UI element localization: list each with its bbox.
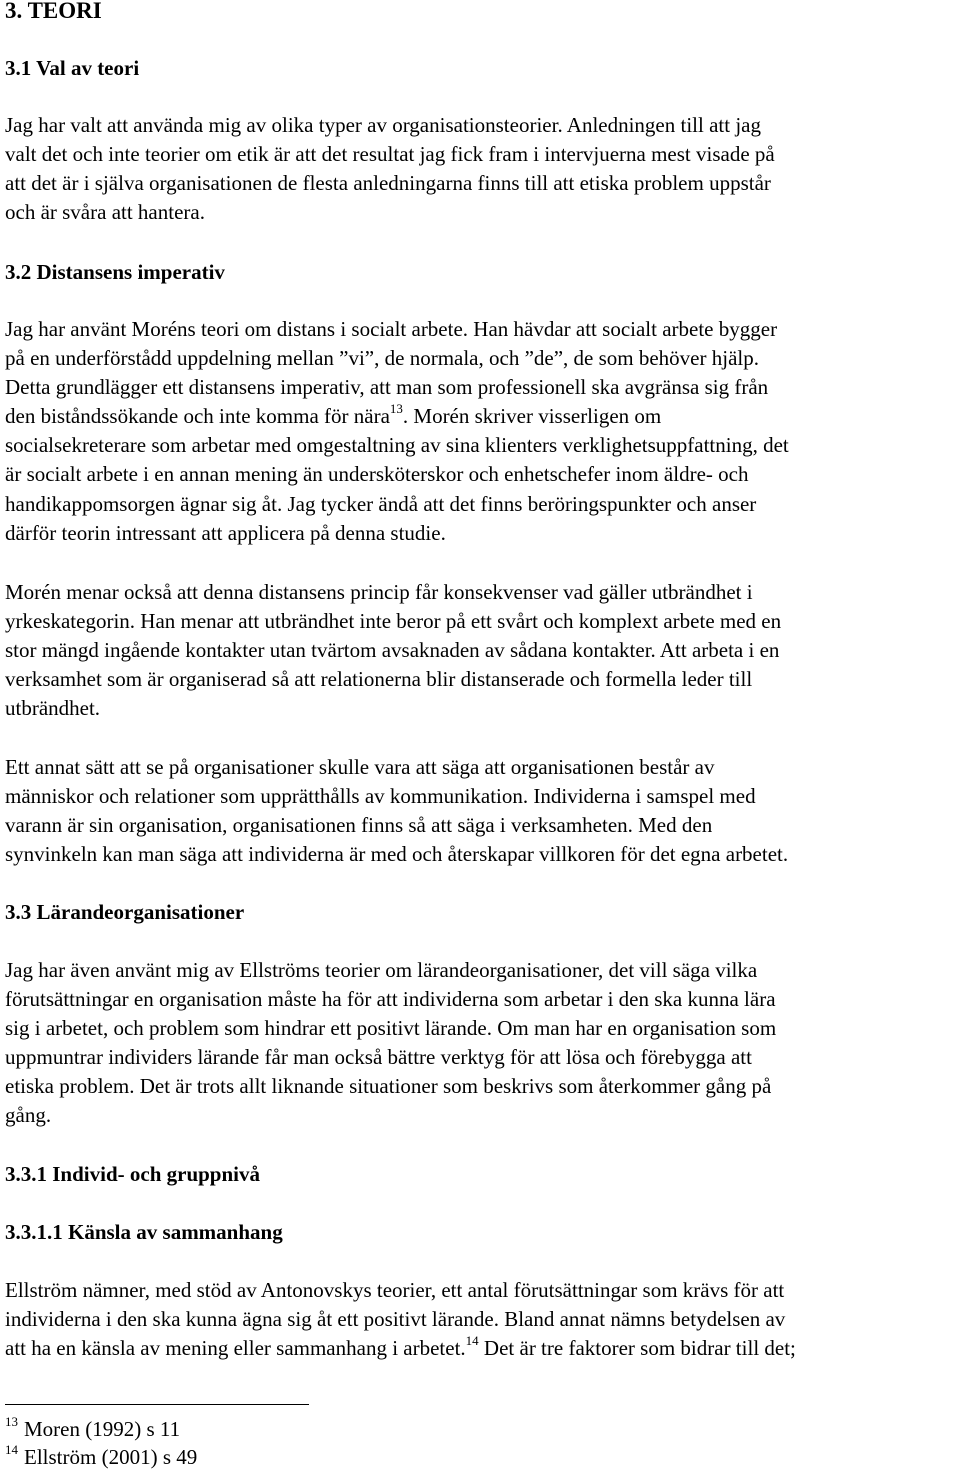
text-segment: Det är tre faktorer som bidrar till det;	[478, 1336, 796, 1361]
text-line	[5, 1305, 957, 1334]
paragraph-3-1	[5, 111, 957, 227]
footnote-text: Ellström (2001) s 49	[24, 1445, 198, 1469]
section-heading-3-3: 3.3 Lärandeorganisationer	[5, 900, 245, 924]
paragraph-3-2-c	[5, 753, 957, 869]
text-segment: Jag har även använt mig av Ellströms teorier om lärandeorganisationer, det vill säga vilka	[5, 958, 758, 982]
section-heading-3-3-1: 3.3.1 Individ- och gruppnivå	[5, 1162, 260, 1186]
text-line	[5, 460, 957, 489]
text-line	[5, 782, 957, 811]
text-segment: stor mängd ingående kontakter utan tvärtom avsaknaden av sådana kontakter. Att arbeta i en	[5, 638, 780, 663]
text-line	[5, 490, 957, 519]
text-segment: varann är sin organisation, organisationen finns så att säga i verksamheten. Med den	[5, 813, 713, 838]
text-line	[5, 1101, 957, 1130]
text-segment: synvinkeln kan man säga att individerna är med och återskapar villkoren för det egna arbetet.	[5, 842, 789, 867]
text-line	[5, 169, 957, 198]
text-segment: Jag har använt Moréns teori om distans i socialt arbete. Han hävdar att socialt arbete bygger	[5, 317, 778, 341]
text-line	[5, 1276, 957, 1305]
text-line	[5, 111, 957, 140]
text-segment: Ellström nämner, med stöd av Antonovskys teorier, ett antal förutsättningar som krävs för att	[5, 1278, 785, 1302]
text-segment: etiska problem. Det är trots allt liknande situationer som beskrivs som återkommer gång på	[5, 1074, 772, 1099]
section-heading-3-1: 3.1 Val av teori	[5, 56, 140, 80]
footnote-reference: 13	[389, 401, 403, 417]
text-line	[5, 753, 957, 782]
footnote-14	[5, 1443, 197, 1474]
text-segment: Detta grundlägger ett distansens imperativ, att man som professionell ska avgränsa sig från	[5, 375, 769, 400]
text-segment: människor och relationer som upprätthålls av kommunikation. Individerna i samspel med	[5, 784, 756, 809]
text-line	[5, 1014, 957, 1043]
text-segment: socialsekreterare som arbetar med omgestaltning av sina klienters verklighetsuppfattning, det	[5, 433, 789, 458]
paragraph-3-3	[5, 956, 957, 1131]
text-line	[5, 1043, 957, 1072]
text-line	[5, 694, 957, 723]
paragraph-3-2-b	[5, 578, 957, 723]
text-line	[5, 578, 957, 607]
footnote-divider	[5, 1404, 309, 1405]
text-segment: och är svåra att hantera.	[5, 200, 205, 225]
paragraph-3-3-1-1	[5, 1276, 957, 1363]
text-segment: Ett annat sätt att se på organisationer skulle vara att säga att organisationen består av	[5, 755, 715, 779]
text-segment: därför teorin intressant att applicera på denna studie.	[5, 520, 446, 545]
text-segment: den biståndssökande och inte komma för nära	[5, 404, 390, 429]
text-segment: . Morén skriver visserligen om	[402, 404, 662, 429]
text-line	[5, 402, 957, 431]
text-segment: Jag har valt att använda mig av olika typer av organisationsteorier. Anledningen till att jag	[5, 113, 761, 137]
text-segment: att ha en känsla av mening eller sammanhang i arbetet.	[5, 1336, 466, 1361]
text-line	[5, 1072, 957, 1101]
section-heading-3-3-1-1: 3.3.1.1 Känsla av sammanhang	[5, 1220, 283, 1244]
text-segment: verksamhet som är organiserad så att relationerna blir distanserade och formella leder till	[5, 667, 753, 692]
footnote-number: 14	[5, 1442, 18, 1457]
text-segment: förutsättningar en organisation måste ha för att individerna som arbetar i den ska kunna lära	[5, 987, 776, 1012]
footnote-text: Moren (1992) s 11	[24, 1417, 181, 1441]
text-line	[5, 840, 957, 869]
text-line	[5, 811, 957, 840]
footnote-number: 13	[5, 1414, 18, 1429]
text-segment: att det är i själva organisationen de flesta anledningarna finns till att etiska problem uppstår	[5, 171, 771, 196]
text-line	[5, 431, 957, 460]
text-segment: på en underförstådd uppdelning mellan ”vi”, de normala, och ”de”, de som behöver hjälp.	[5, 346, 759, 371]
text-line	[5, 607, 957, 636]
text-line	[5, 373, 957, 402]
paragraph-3-2-a	[5, 315, 957, 548]
text-line	[5, 315, 957, 344]
text-line	[5, 344, 957, 373]
text-line	[5, 198, 957, 227]
footnote-reference: 14	[465, 1333, 479, 1349]
text-segment: uppmuntrar individers lärande får man också bättre verktyg för att lösa och förebygga att	[5, 1045, 752, 1070]
footnote-13	[5, 1415, 180, 1446]
text-line	[5, 636, 957, 665]
text-segment: individerna i den ska kunna ägna sig åt ett positivt lärande. Bland annat nämns betydelsen av	[5, 1307, 786, 1332]
text-segment: gång.	[5, 1103, 52, 1128]
text-line	[5, 956, 957, 985]
text-segment: valt det och inte teorier om etik är att det resultat jag fick fram i intervjuerna mest visade på	[5, 142, 775, 167]
text-segment: utbrändhet.	[5, 696, 101, 721]
chapter-heading: 3. TEORI	[5, 0, 102, 23]
text-line	[5, 140, 957, 169]
text-segment: är socialt arbete i en annan mening än undersköterskor och enhetschefer inom äldre- och	[5, 462, 749, 487]
text-line	[5, 665, 957, 694]
text-segment: yrkeskategorin. Han menar att utbrändhet inte beror på ett svårt och komplext arbete med en	[5, 609, 782, 634]
text-segment: handikappomsorgen ägnar sig åt. Jag tycker ändå att det finns beröringspunkter och anser	[5, 491, 757, 516]
text-line	[5, 1334, 957, 1363]
text-line	[5, 519, 957, 548]
text-line	[5, 985, 957, 1014]
section-heading-3-2: 3.2 Distansens imperativ	[5, 260, 225, 284]
text-segment: sig i arbetet, och problem som hindrar ett positivt lärande. Om man har en organisation som	[5, 1016, 777, 1041]
text-segment: Morén menar också att denna distansens princip får konsekvenser vad gäller utbrändhet i	[5, 580, 753, 604]
